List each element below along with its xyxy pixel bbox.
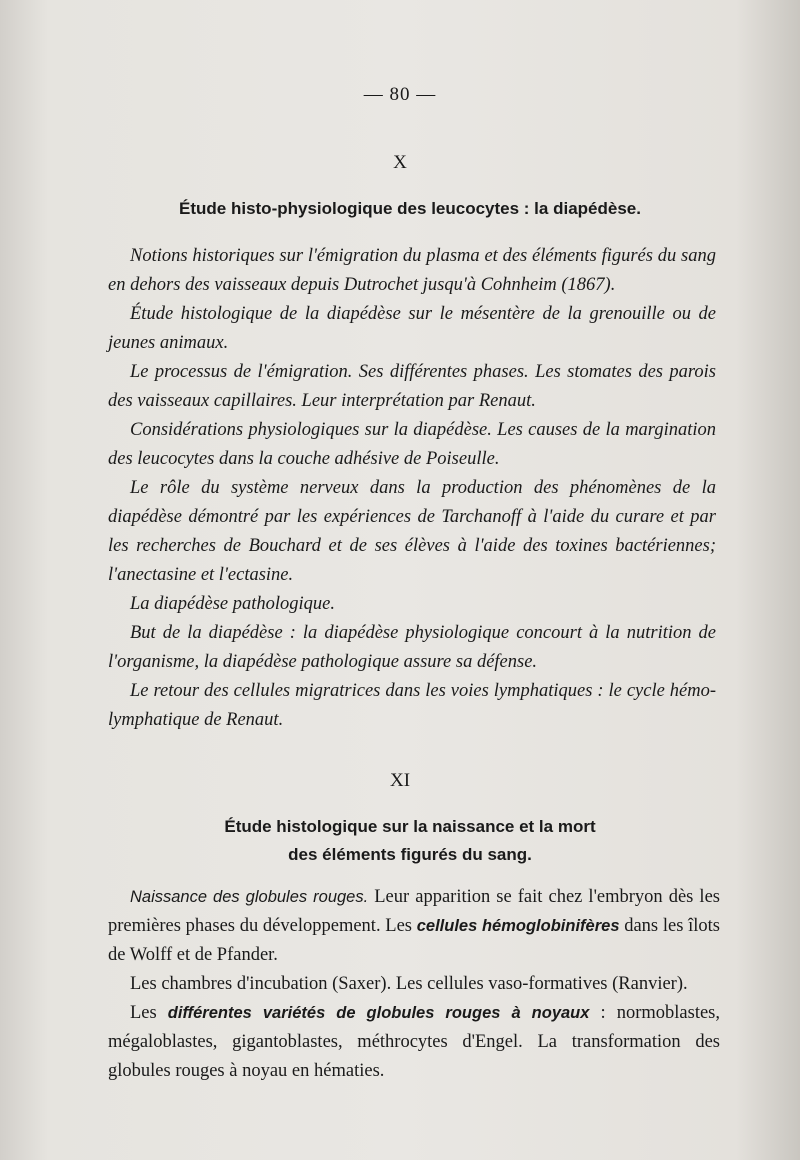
body-text-run: dans les îlots de Wolff et de Pfander. bbox=[108, 916, 721, 965]
summary-paragraph: Notions historiques sur l'émigration du plasma et des éléments figurés du sang en dehors des vaisseaux depuis Dutrochet jusqu'à Cohnheim (1867). bbox=[108, 246, 716, 295]
section-xi-title bbox=[120, 813, 700, 869]
summary-paragraph: But de la diapédèse : la diapédèse physiologique concourt à la nutrition de l'organisme, la diapédèse pathologique assure sa défense. bbox=[108, 623, 716, 672]
section-xi-numeral: XI bbox=[389, 770, 411, 791]
section-xi-body bbox=[108, 883, 720, 1086]
body-paragraph bbox=[108, 883, 720, 970]
summary-paragraph: Considérations physiologiques sur la diapédèse. Les causes de la margination des leucocytes dans la couche adhésive de Poiseulle. bbox=[108, 420, 716, 469]
section-xi-title-line1: Étude histologique sur la naissance et la mort bbox=[224, 817, 596, 836]
summary-paragraph: Le retour des cellules migratrices dans les voies lymphatiques : le cycle hémo-lymphatique de Renaut. bbox=[108, 681, 716, 730]
body-paragraph: Les chambres d'incubation (Saxer). Les cellules vaso-formatives (Ranvier). bbox=[130, 974, 688, 994]
summary-paragraph: Le processus de l'émigration. Ses différentes phases. Les stomates des parois des vaisseaux capillaires. Leur interprétation par Renaut. bbox=[108, 362, 716, 411]
body-text-run: Les bbox=[130, 1003, 168, 1023]
summary-paragraph: Étude histologique de la diapédèse sur le mésentère de la grenouille ou de jeunes animaux. bbox=[108, 304, 716, 353]
summary-paragraph: La diapédèse pathologique. bbox=[130, 594, 336, 614]
section-x-numeral: X bbox=[393, 152, 407, 173]
section-x-summary bbox=[108, 242, 716, 735]
emphasis-text: cellules hémoglobinifères bbox=[416, 917, 620, 935]
body-text-run: : normoblastes, mégaloblastes, gigantoblastes, méthrocytes d'Engel. La transformation des globules rouges à noyau en hématies. bbox=[108, 1003, 720, 1081]
section-xi-title-line2: des éléments figurés du sang. bbox=[288, 845, 532, 864]
body-text-run: Leur apparition se fait chez l'embryon dès les premières phases du développement. Les bbox=[108, 887, 720, 936]
emphasis-text: différentes variétés de globules rouges à noyaux bbox=[167, 1004, 590, 1022]
page-number: — 80 — bbox=[363, 84, 437, 105]
summary-paragraph: Le rôle du système nerveux dans la production des phénomènes de la diapédèse démontré par les expériences de Tarchanoff à l'aide du curare et par les recherches de Bouchard et de ses élèves à l'aide des toxines bactériennes; l'anectasine et l'ectasine. bbox=[108, 478, 716, 585]
emphasis-text: Naissance des globules rouges. bbox=[130, 888, 369, 906]
body-paragraph bbox=[108, 999, 720, 1086]
section-x-title: Étude histo-physiologique des leucocytes : la diapédèse. bbox=[179, 199, 641, 218]
